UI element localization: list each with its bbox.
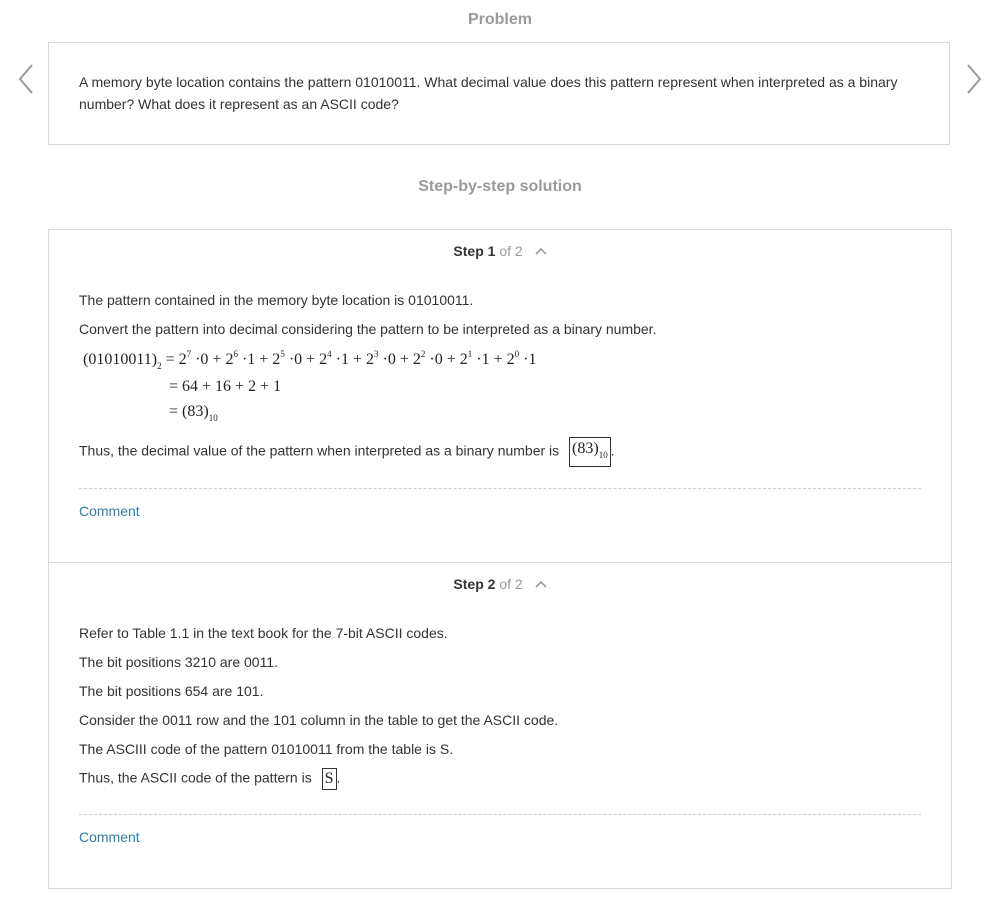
boxed-answer xyxy=(569,437,611,467)
step-2-line-1: Refer to Table 1.1 in the text book for the 7-bit ASCII codes. xyxy=(79,625,448,641)
divider xyxy=(79,814,921,815)
chevron-up-icon xyxy=(535,242,547,258)
chevron-up-icon xyxy=(535,575,547,591)
step-2-header[interactable] xyxy=(49,576,951,592)
math-term: ·0 + 2 xyxy=(378,351,421,368)
step-2-line-3: The bit positions 654 are 101. xyxy=(79,683,264,699)
step-2-line-4: Consider the 0011 row and the 101 column in the table to get the ASCII code. xyxy=(79,712,559,728)
math-exp: 4 xyxy=(327,349,332,359)
math-exp: 7 xyxy=(186,349,192,359)
math-exp: 3 xyxy=(374,349,379,359)
math-term: 2 xyxy=(178,351,187,368)
decimal-result-equation xyxy=(169,403,218,423)
step-1-conclusion: Thus, the decimal value of the pattern when interpreted as a binary number is $(83)_{10}$ . xyxy=(79,437,615,467)
problem-heading: Problem xyxy=(467,11,532,28)
chevron-left-icon xyxy=(14,62,38,96)
answer-base: 10 xyxy=(598,450,608,460)
step-1-line-1: The pattern contained in the memory byte location is 01010011. xyxy=(79,292,474,308)
step-2-conclusion: Thus, the ASCII code of the pattern is S . xyxy=(79,768,340,790)
math-exp: 5 xyxy=(280,349,285,359)
math-term: ·1 xyxy=(519,351,537,368)
step-of-total: of 2 xyxy=(499,243,523,259)
math-exp: 6 xyxy=(233,349,238,359)
math-term: ·1 + 2 xyxy=(331,351,375,368)
decimal-sum-equation: = 64 + 16 + 2 + 1 xyxy=(169,378,282,395)
problem-box xyxy=(48,42,950,145)
conclusion-text: Thus, the decimal value of the pattern when interpreted as a binary number is xyxy=(79,442,560,459)
problem-text: A memory byte location contains the pattern 01010011. What decimal value does this pattern represent when interpreted as a binary number? What does it represent as an ASCII code? xyxy=(79,74,898,112)
step-1-line-2: Convert the pattern into decimal considering the pattern to be interpreted as a binary number. xyxy=(79,321,657,337)
comment-link[interactable]: Comment xyxy=(79,829,140,845)
step-number: 1 xyxy=(487,243,496,259)
step-1-header[interactable] xyxy=(49,243,951,259)
math-exp: 0 xyxy=(514,349,520,359)
math-term: ·1 + 2 xyxy=(237,351,281,368)
step-number: 2 xyxy=(487,576,496,592)
previous-arrow[interactable] xyxy=(14,62,38,96)
chevron-right-icon xyxy=(962,62,986,96)
math-result: = (83) xyxy=(169,403,209,420)
step-2-line-2: The bit positions 3210 are 0011. xyxy=(79,654,278,670)
boxed-answer: S xyxy=(322,768,337,790)
math-result-base: 10 xyxy=(208,413,218,423)
next-arrow[interactable] xyxy=(962,62,986,96)
step-label: Step xyxy=(453,243,484,259)
math-exp: 1 xyxy=(467,349,473,359)
math-lhs-base: 2 xyxy=(157,361,162,371)
steps-container xyxy=(48,229,952,889)
math-term: ·0 + 2 xyxy=(284,351,328,368)
conclusion-text: Thus, the ASCII code of the pattern is xyxy=(79,769,312,786)
math-lhs: (01010011) xyxy=(83,351,158,368)
step-of-total: of 2 xyxy=(499,576,523,592)
math-term: ·0 + 2 xyxy=(191,351,234,368)
math-exp: 2 xyxy=(420,349,426,359)
step-2-line-5: The ASCIII code of the pattern 01010011 from the table is S. xyxy=(79,741,454,757)
comment-link[interactable]: Comment xyxy=(79,503,140,519)
answer-value: (83) xyxy=(572,440,599,457)
step-label: Step xyxy=(453,576,484,592)
solution-heading: Step-by-step solution xyxy=(418,178,582,195)
step-2 xyxy=(49,563,951,888)
step-1 xyxy=(49,230,951,563)
math-term: ·1 + 2 xyxy=(472,351,515,368)
math-term: ·0 + 2 xyxy=(425,351,468,368)
divider xyxy=(79,488,921,489)
binary-expansion-equation: $(01010011)_2 = 2^7 \cdot 0 + 2^6 \cdot 1 + 2^5 \cdot 0 + 2^4 \cdot 1 + 2^3 \cdot 0 + 2^2 \cdot 0 + 2^1 \cdot 1 + 2^0 \cdot 1$ xyxy=(83,349,537,371)
